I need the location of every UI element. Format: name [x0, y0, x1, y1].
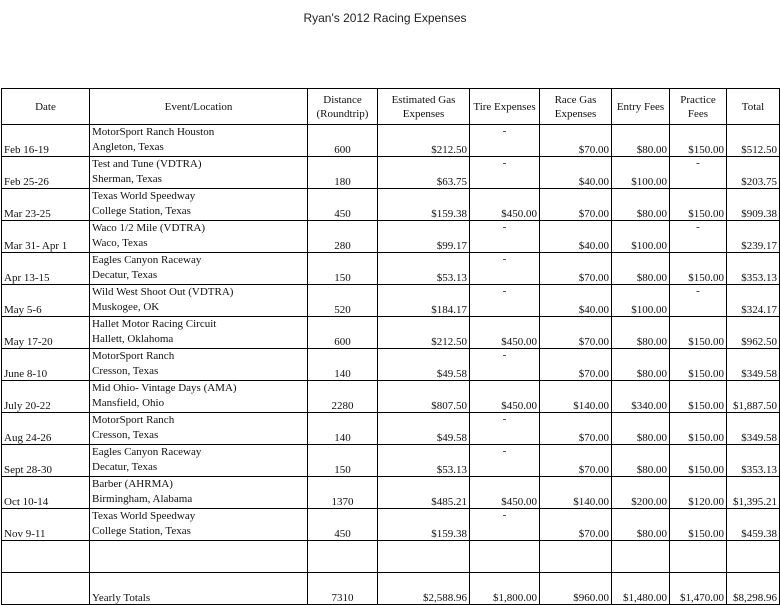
column-header-entry: Entry Fees [612, 89, 670, 125]
table-row [2, 477, 780, 509]
empty-cell [670, 541, 727, 573]
total-cell: $349.58 [727, 349, 780, 381]
distance-cell: 450 [308, 189, 378, 221]
date-cell: Mar 31- Apr 1 [2, 221, 90, 253]
total-cell: $353.13 [727, 445, 780, 477]
event-cell [90, 413, 308, 445]
table-row [2, 317, 780, 349]
date-cell: Nov 9-11 [2, 509, 90, 541]
event-name: Texas World Speedway [92, 510, 196, 522]
date-cell: May 17-20 [2, 317, 90, 349]
event-location: College Station, Texas [92, 525, 191, 537]
practice-cell: $150.00 [670, 317, 727, 349]
tire-cell: - [470, 445, 540, 477]
total-cell: $349.58 [727, 413, 780, 445]
gas-cell: $159.38 [378, 509, 470, 541]
tire-cell: - [470, 285, 540, 317]
table-row [2, 189, 780, 221]
race-gas-cell: $70.00 [540, 349, 612, 381]
event-cell [90, 381, 308, 413]
distance-cell: 140 [308, 413, 378, 445]
tire-cell: - [470, 157, 540, 189]
event-name: Eagles Canyon Raceway [92, 254, 202, 266]
empty-cell [2, 541, 90, 573]
event-location: Decatur, Texas [92, 269, 158, 281]
total-cell: $353.13 [727, 253, 780, 285]
column-header-event: Event/Location [90, 89, 308, 125]
practice-cell: $150.00 [670, 125, 727, 157]
practice-cell: $150.00 [670, 445, 727, 477]
distance-cell: 520 [308, 285, 378, 317]
tire-cell: - [470, 221, 540, 253]
tire-cell: - [470, 125, 540, 157]
event-cell [90, 253, 308, 285]
event-location: Muskogee, OK [92, 301, 160, 313]
event-location: Hallett, Oklahoma [92, 333, 174, 345]
totals-race-gas: $960.00 [540, 573, 612, 605]
distance-cell: 150 [308, 445, 378, 477]
event-location: Waco, Texas [92, 237, 148, 249]
table-row [2, 285, 780, 317]
total-cell: $459.38 [727, 509, 780, 541]
table-row [2, 509, 780, 541]
total-cell: $203.75 [727, 157, 780, 189]
gas-cell: $49.58 [378, 349, 470, 381]
practice-cell: $150.00 [670, 413, 727, 445]
race-gas-cell: $40.00 [540, 157, 612, 189]
distance-cell: 450 [308, 509, 378, 541]
event-cell [90, 221, 308, 253]
distance-cell: 180 [308, 157, 378, 189]
event-location: Sherman, Texas [92, 173, 162, 185]
entry-cell: $80.00 [612, 349, 670, 381]
date-cell: Aug 24-26 [2, 413, 90, 445]
empty-cell [612, 541, 670, 573]
distance-cell: 140 [308, 349, 378, 381]
empty-cell [378, 541, 470, 573]
race-gas-cell: $70.00 [540, 509, 612, 541]
event-location: Mansfield, Ohio [92, 397, 165, 409]
event-cell [90, 477, 308, 509]
event-cell [90, 285, 308, 317]
column-header-gas: Estimated Gas Expenses [378, 89, 470, 125]
race-gas-cell: $70.00 [540, 253, 612, 285]
table-row [2, 221, 780, 253]
empty-cell [470, 541, 540, 573]
practice-cell: $150.00 [670, 381, 727, 413]
race-gas-cell: $40.00 [540, 285, 612, 317]
event-location: Birmingham, Alabama [92, 493, 193, 505]
entry-cell: $100.00 [612, 157, 670, 189]
gas-cell: $159.38 [378, 189, 470, 221]
totals-practice: $1,470.00 [670, 573, 727, 605]
practice-cell: $150.00 [670, 189, 727, 221]
event-name: Test and Tune (VDTRA) [92, 158, 202, 170]
race-gas-cell: $70.00 [540, 317, 612, 349]
event-location: Angleton, Texas [92, 141, 164, 153]
empty-cell [540, 541, 612, 573]
date-cell: Feb 25-26 [2, 157, 90, 189]
event-name: Waco 1/2 Mile (VDTRA) [92, 222, 206, 234]
spacer-row [2, 541, 780, 573]
distance-cell: 280 [308, 221, 378, 253]
total-cell: $324.17 [727, 285, 780, 317]
date-cell: Mar 23-25 [2, 189, 90, 221]
total-cell: $1,395.21 [727, 477, 780, 509]
entry-cell: $340.00 [612, 381, 670, 413]
tire-cell: $450.00 [470, 317, 540, 349]
date-cell: Feb 16-19 [2, 125, 90, 157]
race-gas-cell: $140.00 [540, 477, 612, 509]
event-name: Wild West Shoot Out (VDTRA) [92, 286, 234, 298]
distance-cell: 1370 [308, 477, 378, 509]
race-gas-cell: $70.00 [540, 125, 612, 157]
tire-cell: - [470, 253, 540, 285]
entry-cell: $80.00 [612, 509, 670, 541]
totals-gas: $2,588.96 [378, 573, 470, 605]
table-row [2, 349, 780, 381]
totals-distance: 7310 [308, 573, 378, 605]
empty-cell [727, 541, 780, 573]
event-cell [90, 317, 308, 349]
totals-label: Yearly Totals [90, 573, 308, 605]
gas-cell: $99.17 [378, 221, 470, 253]
column-header-distance: Distance (Roundtrip) [308, 89, 378, 125]
date-cell: Sept 28-30 [2, 445, 90, 477]
date-cell: May 5-6 [2, 285, 90, 317]
event-cell [90, 349, 308, 381]
table-row [2, 413, 780, 445]
entry-cell: $80.00 [612, 317, 670, 349]
entry-cell: $80.00 [612, 413, 670, 445]
event-name: MotorSport Ranch [92, 350, 175, 362]
column-header-practice: Practice Fees [670, 89, 727, 125]
entry-cell: $100.00 [612, 285, 670, 317]
empty-cell [2, 573, 90, 605]
table-row [2, 381, 780, 413]
race-gas-cell: $70.00 [540, 445, 612, 477]
tire-cell: - [470, 413, 540, 445]
distance-cell: 150 [308, 253, 378, 285]
totals-tire: $1,800.00 [470, 573, 540, 605]
practice-cell: $150.00 [670, 253, 727, 285]
practice-cell: - [670, 285, 727, 317]
race-gas-cell: $70.00 [540, 413, 612, 445]
gas-cell: $63.75 [378, 157, 470, 189]
entry-cell: $80.00 [612, 125, 670, 157]
total-cell: $962.50 [727, 317, 780, 349]
totals-entry: $1,480.00 [612, 573, 670, 605]
distance-cell: 600 [308, 317, 378, 349]
totals-row [2, 573, 780, 605]
event-location: Decatur, Texas [92, 461, 158, 473]
totals-total: $8,298.96 [727, 573, 780, 605]
tire-cell: - [470, 349, 540, 381]
event-cell [90, 509, 308, 541]
entry-cell: $80.00 [612, 253, 670, 285]
date-cell: Oct 10-14 [2, 477, 90, 509]
gas-cell: $485.21 [378, 477, 470, 509]
empty-cell [308, 541, 378, 573]
race-gas-cell: $140.00 [540, 381, 612, 413]
total-cell: $1,887.50 [727, 381, 780, 413]
total-cell: $239.17 [727, 221, 780, 253]
event-name: MotorSport Ranch Houston [92, 126, 215, 138]
event-cell [90, 445, 308, 477]
column-header-race-gas: Race Gas Expenses [540, 89, 612, 125]
total-cell: $909.38 [727, 189, 780, 221]
date-cell: June 8-10 [2, 349, 90, 381]
entry-cell: $80.00 [612, 445, 670, 477]
tire-cell: $450.00 [470, 189, 540, 221]
event-name: Hallet Motor Racing Circuit [92, 318, 217, 330]
practice-cell: $150.00 [670, 509, 727, 541]
gas-cell: $212.50 [378, 317, 470, 349]
practice-cell: $150.00 [670, 349, 727, 381]
column-header-total: Total [727, 89, 780, 125]
date-cell: Apr 13-15 [2, 253, 90, 285]
page-title: Ryan's 2012 Racing Expenses [303, 11, 467, 25]
date-cell: July 20-22 [2, 381, 90, 413]
event-location: Cresson, Texas [92, 365, 159, 377]
entry-cell: $100.00 [612, 221, 670, 253]
gas-cell: $53.13 [378, 253, 470, 285]
table-row [2, 125, 780, 157]
entry-cell: $200.00 [612, 477, 670, 509]
table-row [2, 157, 780, 189]
tire-cell: - [470, 509, 540, 541]
race-gas-cell: $40.00 [540, 221, 612, 253]
column-header-date: Date [2, 89, 90, 125]
practice-cell: - [670, 221, 727, 253]
tire-cell: $450.00 [470, 381, 540, 413]
empty-cell [90, 541, 308, 573]
event-cell [90, 125, 308, 157]
event-name: MotorSport Ranch [92, 414, 175, 426]
event-location: College Station, Texas [92, 205, 191, 217]
practice-cell: - [670, 157, 727, 189]
tire-cell: $450.00 [470, 477, 540, 509]
race-gas-cell: $70.00 [540, 189, 612, 221]
entry-cell: $80.00 [612, 189, 670, 221]
event-name: Texas World Speedway [92, 190, 196, 202]
table-row [2, 253, 780, 285]
total-cell: $512.50 [727, 125, 780, 157]
column-header-tire: Tire Expenses [470, 89, 540, 125]
practice-cell: $120.00 [670, 477, 727, 509]
event-cell [90, 189, 308, 221]
gas-cell: $53.13 [378, 445, 470, 477]
gas-cell: $807.50 [378, 381, 470, 413]
distance-cell: 600 [308, 125, 378, 157]
event-name: Barber (AHRMA) [92, 478, 173, 490]
event-name: Eagles Canyon Raceway [92, 446, 202, 458]
gas-cell: $184.17 [378, 285, 470, 317]
expenses-table [1, 88, 780, 605]
gas-cell: $212.50 [378, 125, 470, 157]
distance-cell: 2280 [308, 381, 378, 413]
event-location: Cresson, Texas [92, 429, 159, 441]
event-name: Mid Ohio- Vintage Days (AMA) [92, 382, 237, 394]
table-row [2, 445, 780, 477]
gas-cell: $49.58 [378, 413, 470, 445]
event-cell [90, 157, 308, 189]
header-row [2, 89, 780, 125]
